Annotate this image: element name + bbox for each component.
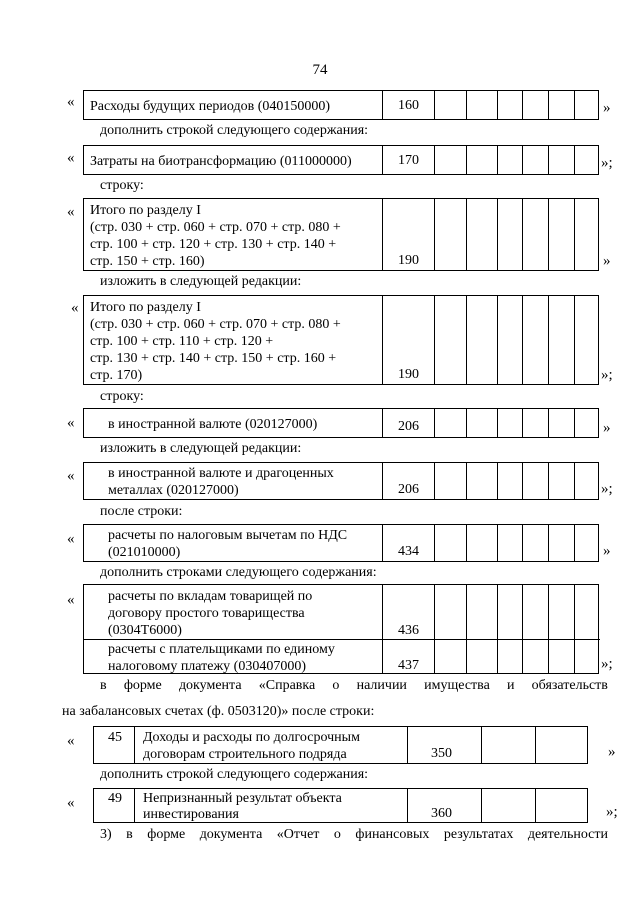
row-code: 436 [398,623,419,638]
row-label-line: расчеты с плательщиками по единому [108,642,335,657]
quote-close: »; [606,804,618,820]
row-label-line: (стр. 030 + стр. 060 + стр. 070 + стр. 080 + [90,317,341,332]
cell-divider [548,585,549,673]
row-code: 206 [398,419,419,434]
quote-close: » [608,744,616,760]
cell-divider [407,789,408,822]
row-code: 360 [431,806,452,821]
row-label-line: металлах (020127000) [108,483,239,498]
paragraph-word: 3) [100,827,112,842]
paragraph-word: «Отчет [276,827,320,842]
quote-open: « [67,733,75,749]
cell-divider [535,789,536,822]
cell-divider [497,91,498,119]
cell-divider [522,525,523,561]
cell-divider [497,525,498,561]
quote-open: « [67,94,75,110]
cell-divider [497,146,498,174]
row-label-line: в иностранной валюте и драгоценных [108,466,334,481]
quote-open: « [67,795,75,811]
quote-open: « [67,531,75,547]
cell-divider [574,199,575,270]
row-table-5 [83,408,599,438]
row-label-line: Итого по разделу I [90,300,201,315]
cell-divider [497,409,498,437]
instruction-text: изложить в следующей редакции: [100,274,302,289]
row-number: 45 [108,730,122,745]
cell-divider [497,463,498,499]
row-table-3 [83,198,599,271]
cell-divider [548,296,549,384]
cell-divider [434,296,435,384]
cell-divider [134,727,135,763]
row-number: 49 [108,791,122,806]
row-label-line: стр. 100 + стр. 110 + стр. 120 + [90,334,274,349]
cell-divider [522,296,523,384]
instruction-text: строку: [100,389,144,404]
row-label-line: (стр. 030 + стр. 060 + стр. 070 + стр. 080 + [90,220,341,235]
quote-open: « [67,468,75,484]
cell-divider [382,146,383,174]
paragraph-word: и [506,678,515,693]
quote-open: « [71,300,79,316]
paragraph-word: финансовых [355,827,430,842]
row-table-2 [83,145,599,175]
cell-divider [466,409,467,437]
cell-divider [382,91,383,119]
instruction-text: дополнить строками следующего содержания: [100,565,377,580]
cell-divider [434,91,435,119]
row-label-line: стр. 130 + стр. 140 + стр. 150 + стр. 160 + [90,351,337,366]
row-code: 206 [398,482,419,497]
paragraph-word: обязательств [531,678,608,693]
row-code: 350 [431,746,452,761]
cell-divider [574,409,575,437]
cell-divider [548,525,549,561]
page-number: 74 [312,62,328,78]
cell-divider [481,727,482,763]
cell-divider [548,91,549,119]
quote-open: « [67,592,75,608]
paragraph-word: о [333,827,341,842]
row-label-line: договорам строительного подряда [143,747,347,762]
cell-divider [382,409,383,437]
cell-divider [548,146,549,174]
cell-divider [434,525,435,561]
row-table-10 [93,788,588,823]
cell-divider [434,463,435,499]
cell-divider [382,463,383,499]
cell-divider [382,296,383,384]
cell-divider [434,409,435,437]
cell-divider [548,409,549,437]
row-code: 170 [398,153,419,168]
cell-divider [481,789,482,822]
cell-divider [522,91,523,119]
cell-divider [434,146,435,174]
row-code: 190 [398,367,419,382]
quote-close: » [603,543,611,559]
paragraph-line: на забалансовых счетах (ф. 0503120)» после строки: [62,704,375,719]
cell-divider [522,585,523,673]
cell-divider [466,199,467,270]
cell-divider [134,789,135,822]
instruction-text: строку: [100,178,144,193]
row-table-8 [83,584,599,674]
quote-close: » [603,420,611,436]
quote-open: « [67,150,75,166]
cell-divider [466,525,467,561]
paragraph-word: в [100,678,107,693]
cell-divider [466,585,467,673]
quote-close: »; [601,367,613,383]
row-label-line: Непризнанный результат объекта [143,791,342,806]
cell-divider [466,296,467,384]
cell-divider [466,91,467,119]
cell-divider [522,199,523,270]
row-label-line: расчеты по вкладам товарищей по [108,589,313,604]
paragraph-word: документа [178,678,242,693]
cell-divider [407,727,408,763]
paragraph-word: деятельности [527,827,608,842]
paragraph-justified [100,826,608,843]
paragraph-word: наличии [356,678,407,693]
instruction-text: изложить в следующей редакции: [100,441,302,456]
paragraph-word: «Справка [258,678,316,693]
cell-divider [548,463,549,499]
instruction-text: дополнить строкой следующего содержания: [100,123,369,138]
row-label-line: Итого по разделу I [90,203,201,218]
paragraph-word: форме [123,678,162,693]
quote-close: »; [601,481,613,497]
quote-close: » [603,100,611,116]
row-code: 160 [398,98,419,113]
row-label: Расходы будущих периодов (040150000) [90,99,331,114]
cell-divider [574,146,575,174]
cell-divider [574,585,575,673]
cell-divider [382,525,383,561]
paragraph-word: о [332,678,340,693]
cell-divider [522,463,523,499]
quote-open: « [67,204,75,220]
row-label-line: налоговому платежу (030407000) [108,659,306,674]
cell-divider [522,409,523,437]
row-label-line: стр. 170) [90,368,143,383]
instruction-text: дополнить строкой следующего содержания: [100,767,369,782]
row-label-line: стр. 150 + стр. 160) [90,254,205,269]
paragraph-word: форме [147,827,186,842]
paragraph-word: результатах [443,827,514,842]
row-label-line: договору простого товарищества [108,606,305,621]
row-table-1 [83,90,599,120]
row-table-4 [83,295,599,385]
quote-close: » [603,253,611,269]
row-table-7 [83,524,599,562]
row-code: 437 [398,658,419,673]
cell-divider [466,463,467,499]
paragraph-word: в [126,827,133,842]
cell-divider [548,199,549,270]
quote-open: « [67,415,75,431]
row-label: Затраты на биотрансформацию (011000000) [90,154,352,169]
row-label-line: расчеты по налоговым вычетам по НДС [108,528,348,543]
cell-divider [497,296,498,384]
row-label-line: Доходы и расходы по долгосрочным [143,730,360,745]
cell-divider [574,525,575,561]
row-table-6 [83,462,599,500]
instruction-text: после строки: [100,504,183,519]
cell-divider [382,199,383,270]
row-code: 434 [398,544,419,559]
row-code: 190 [398,253,419,268]
row-table-9 [93,726,588,764]
cell-divider [497,585,498,673]
paragraph-justified [100,677,608,694]
row-label-line: (021010000) [108,545,181,560]
cell-divider [574,463,575,499]
cell-divider [574,91,575,119]
cell-divider [497,199,498,270]
cell-divider [535,727,536,763]
quote-close: »; [601,656,613,672]
paragraph-word: документа [199,827,263,842]
cell-divider [522,146,523,174]
quote-close: »; [601,155,613,171]
row-label-line: инвестирования [143,807,239,822]
row-label-line: (0304Т6000) [108,623,182,638]
cell-divider [382,585,383,673]
cell-divider [434,199,435,270]
cell-divider [466,146,467,174]
cell-divider [574,296,575,384]
row-label-line: стр. 100 + стр. 120 + стр. 130 + стр. 140 + [90,237,337,252]
row-label: в иностранной валюте (020127000) [108,417,318,432]
paragraph-word: имущества [424,678,490,693]
cell-divider [434,585,435,673]
